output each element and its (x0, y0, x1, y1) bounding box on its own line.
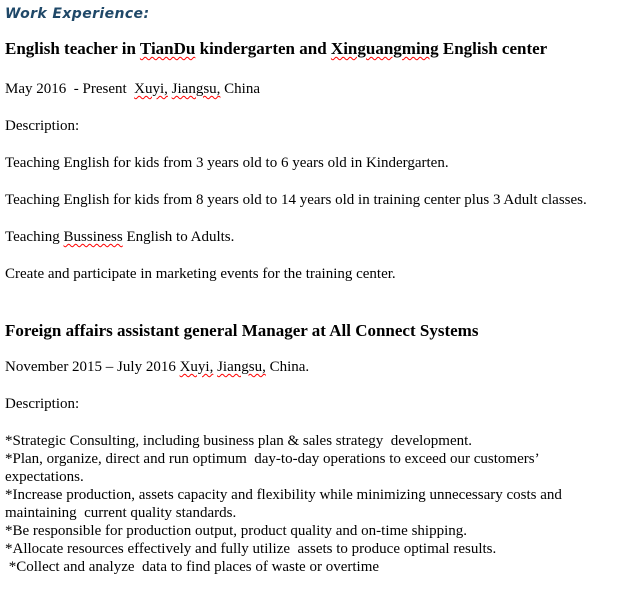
job1-title-text-2: kindergarten and (195, 39, 331, 58)
job1-paragraph-training-center: Teaching English for kids from 8 years old to 14 years old in training center plus 3 Adult classes. (5, 192, 587, 208)
job1-title-text-3: English center (438, 39, 548, 58)
job1-dates-text-3: China (220, 81, 260, 97)
job2-title: Foreign affairs assistant general Manager at All Connect Systems (5, 321, 479, 340)
job2-dates-text-3: China. (265, 359, 310, 375)
job2-location-misspelled-jiangsu: Jiangsu, (217, 359, 266, 375)
job2-description-label: Description: (5, 396, 80, 412)
section-title-work-experience: Work Experience: (5, 6, 150, 22)
job1-paragraph-marketing: Create and participate in marketing events for the training center. (5, 266, 396, 282)
job1-misspelled-bussiness: Bussiness (63, 229, 123, 245)
job2-duty-increase-production: *Increase production, assets capacity and flexibility while minimizing unnecessary costs and maintaining current quality standards. (5, 487, 566, 521)
job2-duty-allocate-resources: *Allocate resources effectively and fully utilize assets to produce optimal results. (5, 541, 497, 557)
job2-location-misspelled-xuyi: Xuyi, (179, 359, 214, 375)
job1-paragraph-kindergarten: Teaching English for kids from 3 years old to 6 years old in Kindergarten. (5, 155, 449, 171)
job1-title-misspelled-xinguangming: Xinguangming (330, 39, 439, 58)
job2-dates-location (5, 358, 605, 377)
job1-dates-text-1: May 2016 - Present (5, 81, 135, 97)
job1-location-misspelled-xuyi: Xuyi, (134, 81, 168, 97)
job2-duty-production-output: *Be responsible for production output, product quality and on-time shipping. (5, 523, 468, 539)
job1-title (5, 38, 605, 60)
job2-duty-collect-analyze: *Collect and analyze data to find places of waste or overtime (5, 559, 380, 575)
job2-duties-list (5, 432, 605, 576)
job1-business-text-2: English to Adults. (122, 229, 235, 245)
job1-dates-location (5, 80, 605, 99)
job1-title-text-1: English teacher in (5, 39, 140, 58)
job2-duty-strategic-consulting: *Strategic Consulting, including business plan & sales strategy development. (5, 433, 473, 449)
job2-duty-plan-organize: *Plan, organize, direct and run optimum day-to-day operations to exceed our customers’ expectations. (5, 451, 543, 485)
job1-location-misspelled-jiangsu: Jiangsu, (171, 81, 221, 97)
job1-title-misspelled-tiandu: TianDu (139, 39, 196, 58)
job2-dates-text-1: November 2015 – July 2016 (5, 359, 180, 375)
job1-paragraph-business-english (5, 228, 605, 247)
job1-description-label: Description: (5, 118, 80, 134)
job1-business-text-1: Teaching (5, 229, 64, 245)
